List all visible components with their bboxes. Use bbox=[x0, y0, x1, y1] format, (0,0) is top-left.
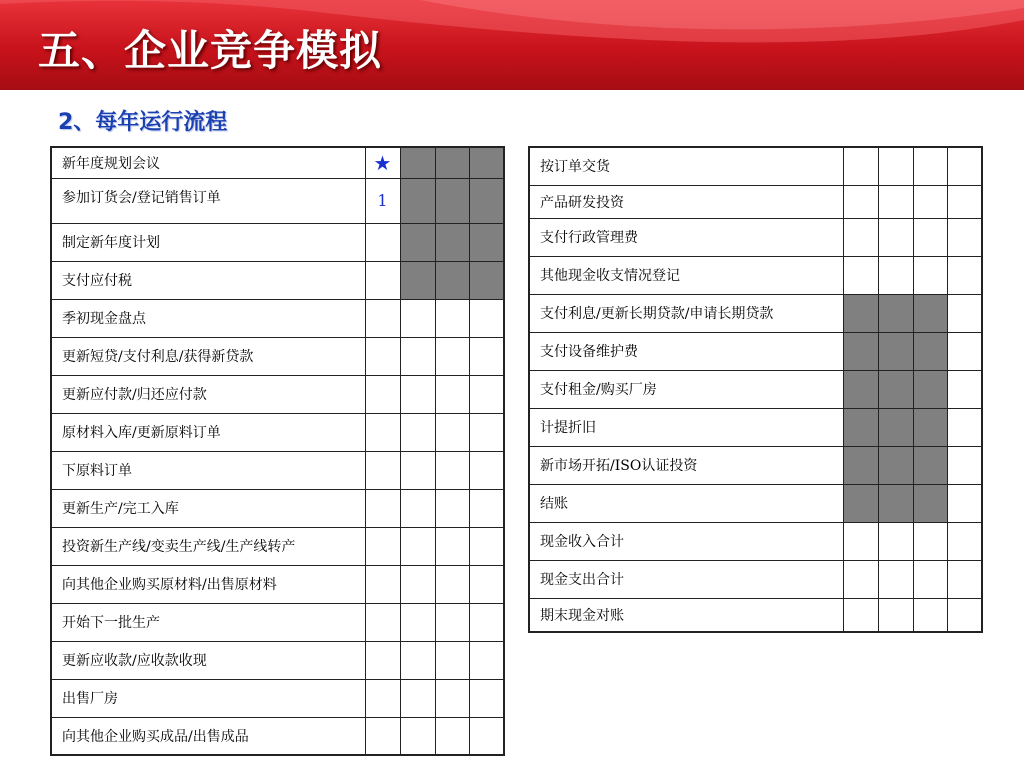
shaded-cell bbox=[400, 178, 435, 223]
check-cell bbox=[469, 489, 504, 527]
table-row bbox=[51, 299, 504, 337]
check-cell bbox=[400, 603, 435, 641]
check-cell bbox=[400, 565, 435, 603]
check-cell bbox=[913, 598, 947, 632]
check-cell bbox=[365, 337, 400, 375]
table-row bbox=[529, 522, 982, 560]
row-label: 下原料订单 bbox=[51, 451, 365, 489]
shaded-cell bbox=[843, 408, 878, 446]
row-label: 开始下一批生产 bbox=[51, 603, 365, 641]
step-number: 1 bbox=[377, 191, 388, 210]
check-cell bbox=[947, 294, 982, 332]
table-row bbox=[529, 408, 982, 446]
check-cell bbox=[878, 147, 913, 185]
table-row bbox=[51, 223, 504, 261]
row-label: 新年度规划会议 bbox=[51, 147, 365, 178]
row-label: 向其他企业购买成品/出售成品 bbox=[51, 717, 365, 755]
row-label: 支付设备维护费 bbox=[529, 332, 843, 370]
check-cell bbox=[947, 598, 982, 632]
check-cell bbox=[400, 679, 435, 717]
check-cell bbox=[400, 489, 435, 527]
row-label: 更新应付款/归还应付款 bbox=[51, 375, 365, 413]
check-cell bbox=[843, 147, 878, 185]
shaded-cell bbox=[913, 332, 947, 370]
row-label: 支付应付税 bbox=[51, 261, 365, 299]
table-row bbox=[51, 413, 504, 451]
row-label: 参加订货会/登记销售订单 bbox=[51, 178, 365, 223]
table-row bbox=[51, 641, 504, 679]
check-cell bbox=[878, 560, 913, 598]
check-cell bbox=[878, 256, 913, 294]
check-cell bbox=[843, 185, 878, 218]
check-cell bbox=[947, 446, 982, 484]
table-row bbox=[51, 717, 504, 755]
table-row bbox=[51, 375, 504, 413]
right-process-table bbox=[528, 146, 983, 633]
check-cell bbox=[400, 413, 435, 451]
check-cell bbox=[365, 413, 400, 451]
check-cell bbox=[947, 522, 982, 560]
table-row bbox=[529, 218, 982, 256]
check-cell bbox=[435, 717, 469, 755]
row-label: 更新生产/完工入库 bbox=[51, 489, 365, 527]
star-icon: ★ bbox=[373, 150, 392, 175]
check-cell bbox=[365, 717, 400, 755]
check-cell bbox=[435, 375, 469, 413]
check-cell bbox=[469, 565, 504, 603]
check-cell bbox=[913, 218, 947, 256]
table-row bbox=[51, 337, 504, 375]
check-cell bbox=[843, 256, 878, 294]
table-row bbox=[529, 256, 982, 294]
left-process-table bbox=[50, 146, 505, 756]
row-label: 计提折旧 bbox=[529, 408, 843, 446]
table-row bbox=[51, 261, 504, 299]
shaded-cell bbox=[878, 294, 913, 332]
table-row bbox=[529, 370, 982, 408]
row-label: 新市场开拓/ISO认证投资 bbox=[529, 446, 843, 484]
check-cell bbox=[435, 679, 469, 717]
title-banner bbox=[0, 0, 1024, 90]
check-cell bbox=[843, 218, 878, 256]
check-cell bbox=[400, 375, 435, 413]
check-cell bbox=[365, 261, 400, 299]
row-label: 季初现金盘点 bbox=[51, 299, 365, 337]
check-cell bbox=[400, 527, 435, 565]
shaded-cell bbox=[913, 446, 947, 484]
shaded-cell bbox=[469, 178, 504, 223]
shaded-cell bbox=[878, 332, 913, 370]
table-row bbox=[51, 679, 504, 717]
shaded-cell bbox=[843, 294, 878, 332]
table-row bbox=[51, 489, 504, 527]
check-cell bbox=[913, 522, 947, 560]
shaded-cell bbox=[435, 147, 469, 178]
shaded-cell bbox=[843, 370, 878, 408]
check-cell bbox=[469, 451, 504, 489]
check-cell bbox=[469, 679, 504, 717]
row-label: 更新短贷/支付利息/获得新贷款 bbox=[51, 337, 365, 375]
table-row bbox=[529, 294, 982, 332]
check-cell bbox=[947, 147, 982, 185]
table-row bbox=[51, 527, 504, 565]
check-cell bbox=[365, 223, 400, 261]
check-cell bbox=[365, 299, 400, 337]
check-cell bbox=[947, 218, 982, 256]
row-label: 投资新生产线/变卖生产线/生产线转产 bbox=[51, 527, 365, 565]
check-cell bbox=[947, 256, 982, 294]
check-cell bbox=[469, 641, 504, 679]
check-cell bbox=[365, 565, 400, 603]
shaded-cell bbox=[435, 223, 469, 261]
row-label: 支付租金/购买厂房 bbox=[529, 370, 843, 408]
shaded-cell bbox=[913, 484, 947, 522]
row-label: 制定新年度计划 bbox=[51, 223, 365, 261]
check-cell bbox=[469, 717, 504, 755]
check-cell bbox=[435, 603, 469, 641]
table-row bbox=[529, 332, 982, 370]
check-cell bbox=[913, 256, 947, 294]
check-cell bbox=[365, 641, 400, 679]
check-cell bbox=[947, 484, 982, 522]
row-label: 支付行政管理费 bbox=[529, 218, 843, 256]
check-cell bbox=[947, 370, 982, 408]
check-cell bbox=[878, 522, 913, 560]
check-cell bbox=[913, 560, 947, 598]
shaded-cell bbox=[878, 446, 913, 484]
shaded-cell bbox=[843, 332, 878, 370]
row-label: 期末现金对账 bbox=[529, 598, 843, 632]
check-cell bbox=[365, 679, 400, 717]
check-cell bbox=[400, 451, 435, 489]
shaded-cell bbox=[400, 147, 435, 178]
table-row bbox=[529, 484, 982, 522]
shaded-cell bbox=[469, 147, 504, 178]
check-cell bbox=[843, 560, 878, 598]
table-row bbox=[529, 446, 982, 484]
shaded-cell bbox=[469, 261, 504, 299]
shaded-cell bbox=[843, 446, 878, 484]
shaded-cell bbox=[400, 223, 435, 261]
shaded-cell bbox=[878, 370, 913, 408]
table-row bbox=[529, 185, 982, 218]
check-cell bbox=[947, 560, 982, 598]
check-cell bbox=[469, 375, 504, 413]
check-cell bbox=[365, 527, 400, 565]
check-cell bbox=[843, 598, 878, 632]
check-cell bbox=[947, 408, 982, 446]
check-cell bbox=[435, 641, 469, 679]
check-cell bbox=[843, 522, 878, 560]
check-cell bbox=[878, 185, 913, 218]
check-cell bbox=[469, 527, 504, 565]
check-cell bbox=[469, 603, 504, 641]
page-title: 五、企业竞争模拟 bbox=[38, 26, 383, 75]
check-cell bbox=[469, 337, 504, 375]
check-cell bbox=[878, 218, 913, 256]
check-cell bbox=[947, 185, 982, 218]
check-cell bbox=[878, 598, 913, 632]
shaded-cell bbox=[878, 408, 913, 446]
row-label: 其他现金收支情况登记 bbox=[529, 256, 843, 294]
check-cell bbox=[400, 337, 435, 375]
check-cell bbox=[365, 603, 400, 641]
shaded-cell bbox=[913, 294, 947, 332]
check-cell bbox=[400, 641, 435, 679]
check-cell bbox=[400, 299, 435, 337]
table-row bbox=[529, 598, 982, 632]
shaded-cell bbox=[913, 408, 947, 446]
shaded-cell bbox=[878, 484, 913, 522]
table-row bbox=[529, 147, 982, 185]
check-cell bbox=[435, 527, 469, 565]
check-cell bbox=[469, 299, 504, 337]
table-row bbox=[51, 178, 504, 223]
table-row bbox=[51, 147, 504, 178]
shaded-cell bbox=[913, 370, 947, 408]
check-cell bbox=[913, 147, 947, 185]
row-label: 支付利息/更新长期贷款/申请长期贷款 bbox=[529, 294, 843, 332]
table-row bbox=[51, 451, 504, 489]
check-cell bbox=[947, 332, 982, 370]
shaded-cell bbox=[843, 484, 878, 522]
row-label: 现金支出合计 bbox=[529, 560, 843, 598]
check-cell bbox=[435, 299, 469, 337]
table-row bbox=[51, 603, 504, 641]
shaded-cell bbox=[400, 261, 435, 299]
check-cell bbox=[365, 489, 400, 527]
check-cell bbox=[365, 451, 400, 489]
check-cell bbox=[435, 489, 469, 527]
check-cell bbox=[365, 375, 400, 413]
check-cell bbox=[400, 717, 435, 755]
section-subtitle: 2、每年运行流程 bbox=[58, 110, 228, 135]
row-label: 结账 bbox=[529, 484, 843, 522]
row-label: 现金收入合计 bbox=[529, 522, 843, 560]
row-label: 按订单交货 bbox=[529, 147, 843, 185]
check-cell bbox=[365, 178, 400, 223]
check-cell bbox=[469, 413, 504, 451]
check-cell bbox=[435, 337, 469, 375]
row-label: 向其他企业购买原材料/出售原材料 bbox=[51, 565, 365, 603]
check-cell bbox=[435, 413, 469, 451]
table-row bbox=[51, 565, 504, 603]
check-cell bbox=[435, 565, 469, 603]
shaded-cell bbox=[469, 223, 504, 261]
row-label: 原材料入库/更新原料订单 bbox=[51, 413, 365, 451]
row-label: 更新应收款/应收款收现 bbox=[51, 641, 365, 679]
row-label: 出售厂房 bbox=[51, 679, 365, 717]
shaded-cell bbox=[435, 261, 469, 299]
row-label: 产品研发投资 bbox=[529, 185, 843, 218]
shaded-cell bbox=[435, 178, 469, 223]
check-cell bbox=[365, 147, 400, 178]
check-cell bbox=[913, 185, 947, 218]
table-row bbox=[529, 560, 982, 598]
check-cell bbox=[435, 451, 469, 489]
